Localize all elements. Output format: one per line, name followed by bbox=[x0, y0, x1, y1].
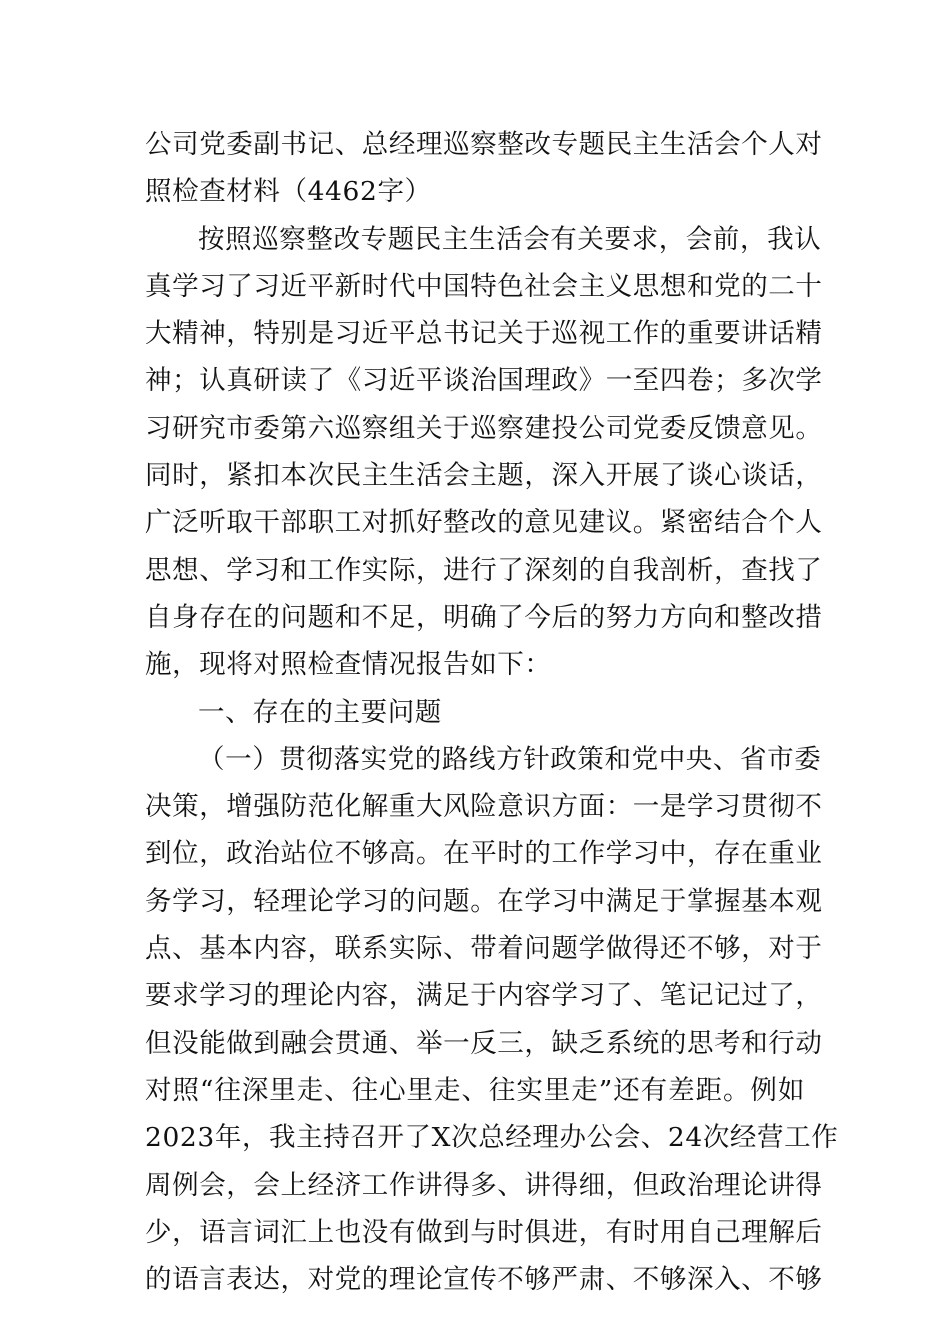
subsection-paragraph-line-6: 要求学习的理论内容，满足于内容学习了、笔记记过了， bbox=[145, 980, 823, 1012]
subsection-paragraph-line-2: 决策，增强防范化解重大风险意识方面：一是学习贯彻不 bbox=[145, 791, 823, 823]
intro-paragraph-line-7: 广泛听取干部职工对抓好整改的意见建议。紧密结合个人 bbox=[145, 507, 823, 539]
subsection-paragraph-line-5: 点、基本内容，联系实际、带着问题学做得还不够，对于 bbox=[145, 933, 823, 965]
document-title-line-2: 照检查材料（4462字） bbox=[145, 176, 432, 208]
intro-paragraph-line-8: 思想、学习和工作实际，进行了深刻的自我剖析，查找了 bbox=[145, 554, 823, 586]
subsection-paragraph-line-12: 的语言表达，对党的理论宣传不够严肃、不够深入、不够 bbox=[145, 1264, 823, 1296]
intro-paragraph-line-10: 施，现将对照检查情况报告如下： bbox=[145, 649, 552, 681]
subsection-paragraph-line-9: 2023年，我主持召开了X次总经理办公会、24次经营工作 bbox=[145, 1122, 839, 1154]
intro-paragraph-line-3: 大精神，特别是习近平总书记关于巡视工作的重要讲话精 bbox=[145, 318, 823, 350]
subsection-paragraph-line-8: 对照“往深里走、往心里走、往实里走”还有差距。例如 bbox=[145, 1074, 805, 1106]
intro-paragraph-line-2: 真学习了习近平新时代中国特色社会主义思想和党的二十 bbox=[145, 270, 823, 302]
intro-paragraph-line-1: 按照巡察整改专题民主生活会有关要求，会前，我认 bbox=[198, 223, 822, 255]
section-heading: 一、存在的主要问题 bbox=[198, 696, 442, 728]
intro-paragraph-line-5: 习研究市委第六巡察组关于巡察建投公司党委反馈意见。 bbox=[145, 412, 823, 444]
subsection-paragraph-line-1: （一）贯彻落实党的路线方针政策和党中央、省市委 bbox=[198, 743, 822, 775]
intro-paragraph-line-6: 同时，紧扣本次民主生活会主题，深入开展了谈心谈话， bbox=[145, 460, 823, 492]
intro-paragraph-line-4: 神；认真研读了《习近平谈治国理政》一至四卷；多次学 bbox=[145, 365, 823, 397]
document-page bbox=[145, 121, 839, 1303]
subsection-paragraph-line-11: 少，语言词汇上也没有做到与时俱进，有时用自己理解后 bbox=[145, 1216, 823, 1248]
intro-paragraph-line-9: 自身存在的问题和不足，明确了今后的努力方向和整改措 bbox=[145, 601, 823, 633]
subsection-paragraph-line-7: 但没能做到融会贯通、举一反三，缺乏系统的思考和行动 bbox=[145, 1027, 823, 1059]
document-title-line-1: 公司党委副书记、总经理巡察整改专题民主生活会个人对 bbox=[145, 129, 823, 160]
subsection-paragraph-line-10: 周例会，会上经济工作讲得多、讲得细，但政治理论讲得 bbox=[145, 1169, 823, 1201]
subsection-paragraph-line-4: 务学习，轻理论学习的问题。在学习中满足于掌握基本观 bbox=[145, 885, 823, 917]
subsection-paragraph-line-3: 到位，政治站位不够高。在平时的工作学习中，存在重业 bbox=[145, 838, 823, 870]
